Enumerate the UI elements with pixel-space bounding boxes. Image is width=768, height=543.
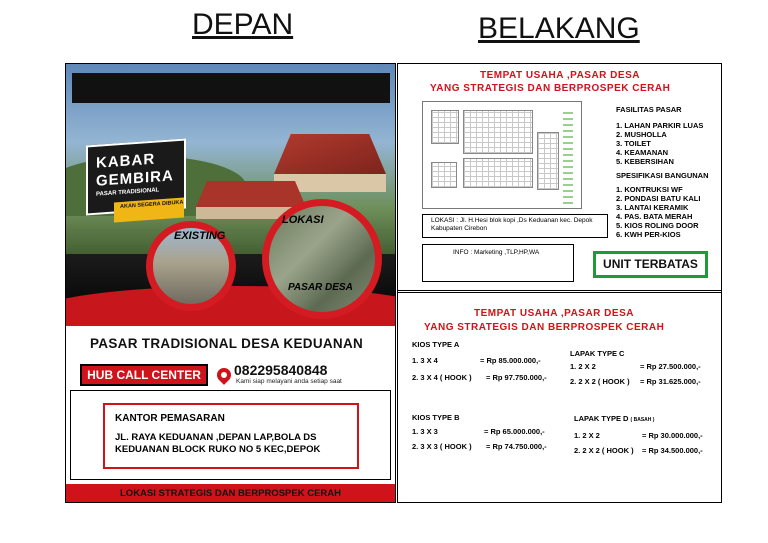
market-building-roof xyxy=(274,134,386,174)
hub-call-center-button[interactable]: HUB CALL CENTER xyxy=(80,364,208,386)
lapak-d-note: ( BASAH ) xyxy=(630,417,655,423)
kios-b-row-1-price: = Rp 65.000.000,- xyxy=(484,427,545,436)
lapak-c-row-1-price: = Rp 27.500.000,- xyxy=(640,362,701,371)
phone-number[interactable]: 082295840848 xyxy=(234,362,328,378)
lapak-d-row-1-price: = Rp 30.000.000,- xyxy=(642,431,703,440)
spec-item: 4. PAS. BATA MERAH xyxy=(616,212,693,221)
lapak-c-row-2-label: 2. 2 X 2 ( HOOK ) xyxy=(570,377,630,386)
spec-item: 6. KWH PER-KIOS xyxy=(616,230,681,239)
site-plan-block xyxy=(431,110,459,144)
existing-label: EXISTING xyxy=(174,230,226,242)
lapak-c-row-1-label: 1. 2 X 2 xyxy=(570,362,596,371)
lokasi-label: LOKASI xyxy=(282,214,324,226)
site-plan-block xyxy=(537,132,559,190)
phone-note: Kami siap melayani anda setiap saat xyxy=(236,378,342,385)
office-address-line-2: KEDUANAN BLOCK RUKO NO 5 KEC,DEPOK xyxy=(115,444,321,455)
facility-item: 1. LAHAN PARKIR LUAS xyxy=(616,121,704,130)
kabar-line-3: PASAR TRADISIONAL xyxy=(96,187,160,198)
opening-soon-text: AKAN SEGERA DIBUKA xyxy=(120,199,184,211)
location-pin-icon xyxy=(214,365,234,385)
heading-belakang: BELAKANG xyxy=(478,12,640,45)
lapak-d-row-2-label: 2. 2 X 2 ( HOOK ) xyxy=(574,446,634,455)
kios-b-row-1-label: 1. 3 X 3 xyxy=(412,427,438,436)
kios-b-row-2-label: 2. 3 X 3 ( HOOK ) xyxy=(412,442,472,451)
kios-a-row-1-label: 1. 3 X 4 xyxy=(412,356,438,365)
facility-item: 5. KEBERSIHAN xyxy=(616,157,674,166)
spec-item: 3. LANTAI KERAMIK xyxy=(616,203,689,212)
kabar-line-2: GEMBIRA xyxy=(96,167,174,190)
kios-a-row-1-price: = Rp 85.000.000,- xyxy=(480,356,541,365)
site-plan-drawing xyxy=(422,101,582,209)
specs-list xyxy=(616,185,700,239)
facilities-list xyxy=(616,121,703,166)
facility-item: 3. TOILET xyxy=(616,139,651,148)
lapak-d-row-2-price: = Rp 34.500.000,- xyxy=(642,446,703,455)
site-plan-road xyxy=(563,108,573,204)
location-line-1: LOKASI : Jl. H.Hesi blok kopi ,Ds Keduanan kec. Depok xyxy=(431,217,593,224)
heading-depan: DEPAN xyxy=(192,8,294,41)
front-panel xyxy=(65,63,396,503)
lapak-c-heading: LAPAK TYPE C xyxy=(570,349,625,358)
kios-b-heading: KIOS TYPE B xyxy=(412,413,460,422)
section-divider xyxy=(398,290,721,293)
opening-soon-tag xyxy=(114,198,184,223)
front-photo-collage xyxy=(66,64,395,326)
info-box: INFO : Marketing ,TLP,HP,WA xyxy=(422,244,574,282)
lapak-d-heading xyxy=(574,414,654,423)
tagline-2: YANG STRATEGIS DAN BERPROSPEK CERAH xyxy=(430,83,671,94)
location-address-box xyxy=(422,214,608,238)
spec-item: 5. KIOS ROLING DOOR xyxy=(616,221,699,230)
tagline-4: YANG STRATEGIS DAN BERPROSPEK CERAH xyxy=(424,322,665,333)
redacted-bar xyxy=(72,73,390,103)
front-footer-banner: LOKASI STRATEGIS DAN BERPROSPEK CERAH xyxy=(66,484,395,503)
facilities-heading: FASILITAS PASAR xyxy=(616,105,682,114)
lapak-c-row-2-price: = Rp 31.625.000,- xyxy=(640,377,701,386)
site-plan-block xyxy=(463,158,533,188)
lapak-d-title: LAPAK TYPE D xyxy=(574,414,629,423)
office-address-line-1: JL. RAYA KEDUANAN ,DEPAN LAP,BOLA DS xyxy=(115,432,317,443)
pasar-desa-label: PASAR DESA xyxy=(288,282,353,293)
tagline-1: TEMPAT USAHA ,PASAR DESA xyxy=(480,70,640,81)
site-plan-block xyxy=(431,162,457,188)
market-title: PASAR TRADISIONAL DESA KEDUANAN xyxy=(90,336,364,351)
lapak-d-row-1-label: 1. 2 X 2 xyxy=(574,431,600,440)
kios-a-heading: KIOS TYPE A xyxy=(412,340,460,349)
kios-a-row-2-price: = Rp 97.750.000,- xyxy=(486,373,547,382)
kabar-line-1: KABAR xyxy=(96,150,156,172)
site-plan-block xyxy=(463,110,533,154)
facility-item: 2. MUSHOLLA xyxy=(616,130,667,139)
kios-b-row-2-price: = Rp 74.750.000,- xyxy=(486,442,547,451)
spec-item: 2. PONDASI BATU KALI xyxy=(616,194,701,203)
location-line-2: Kabupaten Cirebon xyxy=(431,225,488,232)
tagline-3: TEMPAT USAHA ,PASAR DESA xyxy=(474,308,634,319)
kios-a-row-2-label: 2. 3 X 4 ( HOOK ) xyxy=(412,373,472,382)
spec-item: 1. KONTRUKSI WF xyxy=(616,185,683,194)
unit-terbatas-badge: UNIT TERBATAS xyxy=(593,251,708,278)
office-box xyxy=(70,390,391,480)
office-title: KANTOR PEMASARAN xyxy=(115,413,225,424)
facility-item: 4. KEAMANAN xyxy=(616,148,669,157)
office-inner-box xyxy=(103,403,359,469)
specs-heading: SPESIFIKASI BANGUNAN xyxy=(616,171,709,180)
market-building-roof-2 xyxy=(196,181,306,207)
back-panel xyxy=(397,63,722,503)
